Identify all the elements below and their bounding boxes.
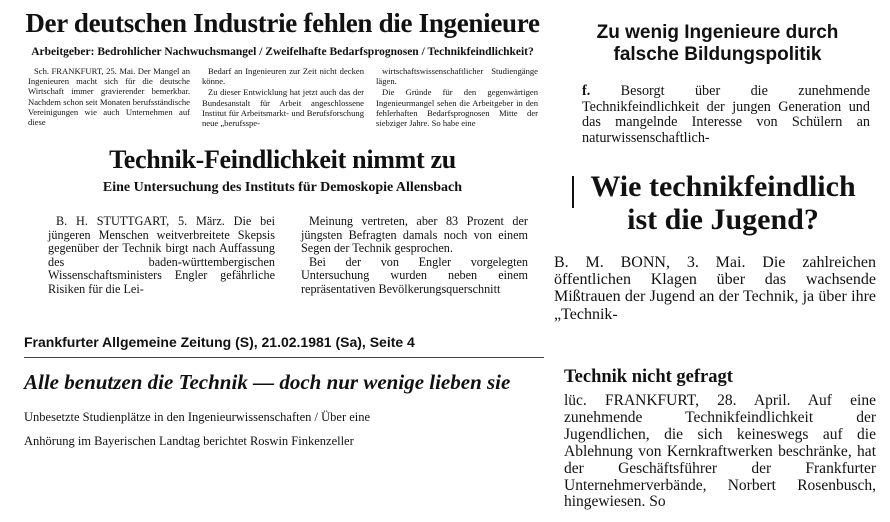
clipping-headline [568,170,878,236]
author-initial: f. [582,83,591,99]
column-1 [48,215,275,296]
clipping-bildungspolitik [560,14,875,146]
clipping-subheadline-line: Anhörung im Bayerischen Landtag berichtet Roswin Finkenzeller [24,434,354,448]
clipping-technik-nicht-gefragt [560,364,878,522]
clipping-body: lüc. FRANKFURT, 28. April. Auf eine zunehmende Technikfeindlichkeit der Jugendlichen, die sich keineswegs auf die Ablehnung von Kernkraftwerken beschränke, hat der Geschäftsführer der Frankfurter Unternehmerverbände, Norbert Rosenbusch, hingewiesen. So [564,392,876,511]
clipping-subheadline-line: Unbesetzte Studienplätze in den Ingenieurwissenschaften / Über eine [24,410,371,424]
paragraph: Bei der von Engler vorgelegten Untersuchung wurden neben einem repräsentativen Bevölkerungsquerschnitt [301,254,528,296]
clipping-columns [48,215,528,296]
clipping-headline [560,22,875,66]
paragraph: Zu dieser Entwicklung hat jetzt auch das der Bundesanstalt für Arbeit angeschlossene Institut für Arbeitsmarkt- und Berufsforschung neue „berufsspe- [202,87,364,129]
clipping-headline: Der deutschen Industrie fehlen die Ingenieure [25,8,540,38]
column-2 [202,66,364,129]
paragraph: wirtschaftswissenschaftlicher Studiengänge lägen. [376,66,538,87]
headline-line: Zu wenig Ingenieure durch [596,22,839,43]
paragraph: Bedarf an Ingenieuren zur Zeit nicht decken könne. [202,66,364,87]
clipping-wie-technikfeindlich [550,168,878,323]
paragraph: Meinung vertreten, aber 83 Prozent der jüngsten Befragten damals noch von einem Segen der Technik gesprochen. [301,214,528,255]
source-caption: Frankfurter Allgemeine Zeitung (S), 21.02.1981 (Sa), Seite 4 [24,334,415,350]
clipping-headline: Alle benutzen die Technik — doch nur wenige lieben sie [24,370,511,394]
divider [24,357,544,358]
column-1 [28,66,190,129]
clipping-subheadline: Eine Untersuchung des Instituts für Demoskopie Allensbach [102,180,463,195]
clipping-industrie-ingenieure [20,8,545,129]
paragraph: Die Gründe für den gegenwärtigen Ingenieurmangel sehen die Arbeitgeber in den fehlerhaften Bedarfsprognosen Mitte der siebziger Jahre. So habe eine [376,87,538,129]
column-3 [376,66,538,129]
column-2 [301,215,528,296]
clipping-alle-benutzen-technik [20,366,545,476]
headline-line: ist die Jugend? [627,203,819,236]
paragraph: Sch. FRANKFURT, 25. Mai. Der Mangel an Ingenieuren macht sich für die deutsche Wirtschaft immer gravierender bemerkbar. Nachdem schon seit Monaten berufsständische Vereinigungen wie auch Unternehmen auf diese [28,66,190,128]
clipping-columns [28,66,538,129]
clipping-body [582,84,870,146]
headline-line: Wie technikfeindlich [590,170,856,203]
clipping-body: B. M. BONN, 3. Mai. Die zahlreichen öffentlichen Klagen über das wachsende Mißtrauen der Jugend an der Technik, ja über ihre „Technik- [554,254,876,323]
clipping-headline: Technik nicht gefragt [564,367,733,387]
paragraph: B. H. STUTTGART, 5. März. Die bei jüngeren Menschen weitverbreitete Skepsis gegenüber der Technik birgt nach Auffassung des baden-württembergischen Wissenschaftsministers Engler gefährliche Risiken für die Lei- [48,214,275,296]
body-text: Besorgt über die zunehmende Technikfeindlichkeit der jungen Generation und das mangelnde Interesse von Schülern an naturwissenschaftlich- [582,83,870,146]
clipping-technik-feindlichkeit [20,145,545,296]
clipping-subheadline: Arbeitgeber: Bedrohlicher Nachwuchsmangel / Zweifelhafte Bedarfsprognosen / Technikfeindlichkeit? [31,46,534,58]
clipping-headline: Technik-Feindlichkeit nimmt zu [109,145,456,174]
headline-line: falsche Bildungspolitik [613,44,822,65]
